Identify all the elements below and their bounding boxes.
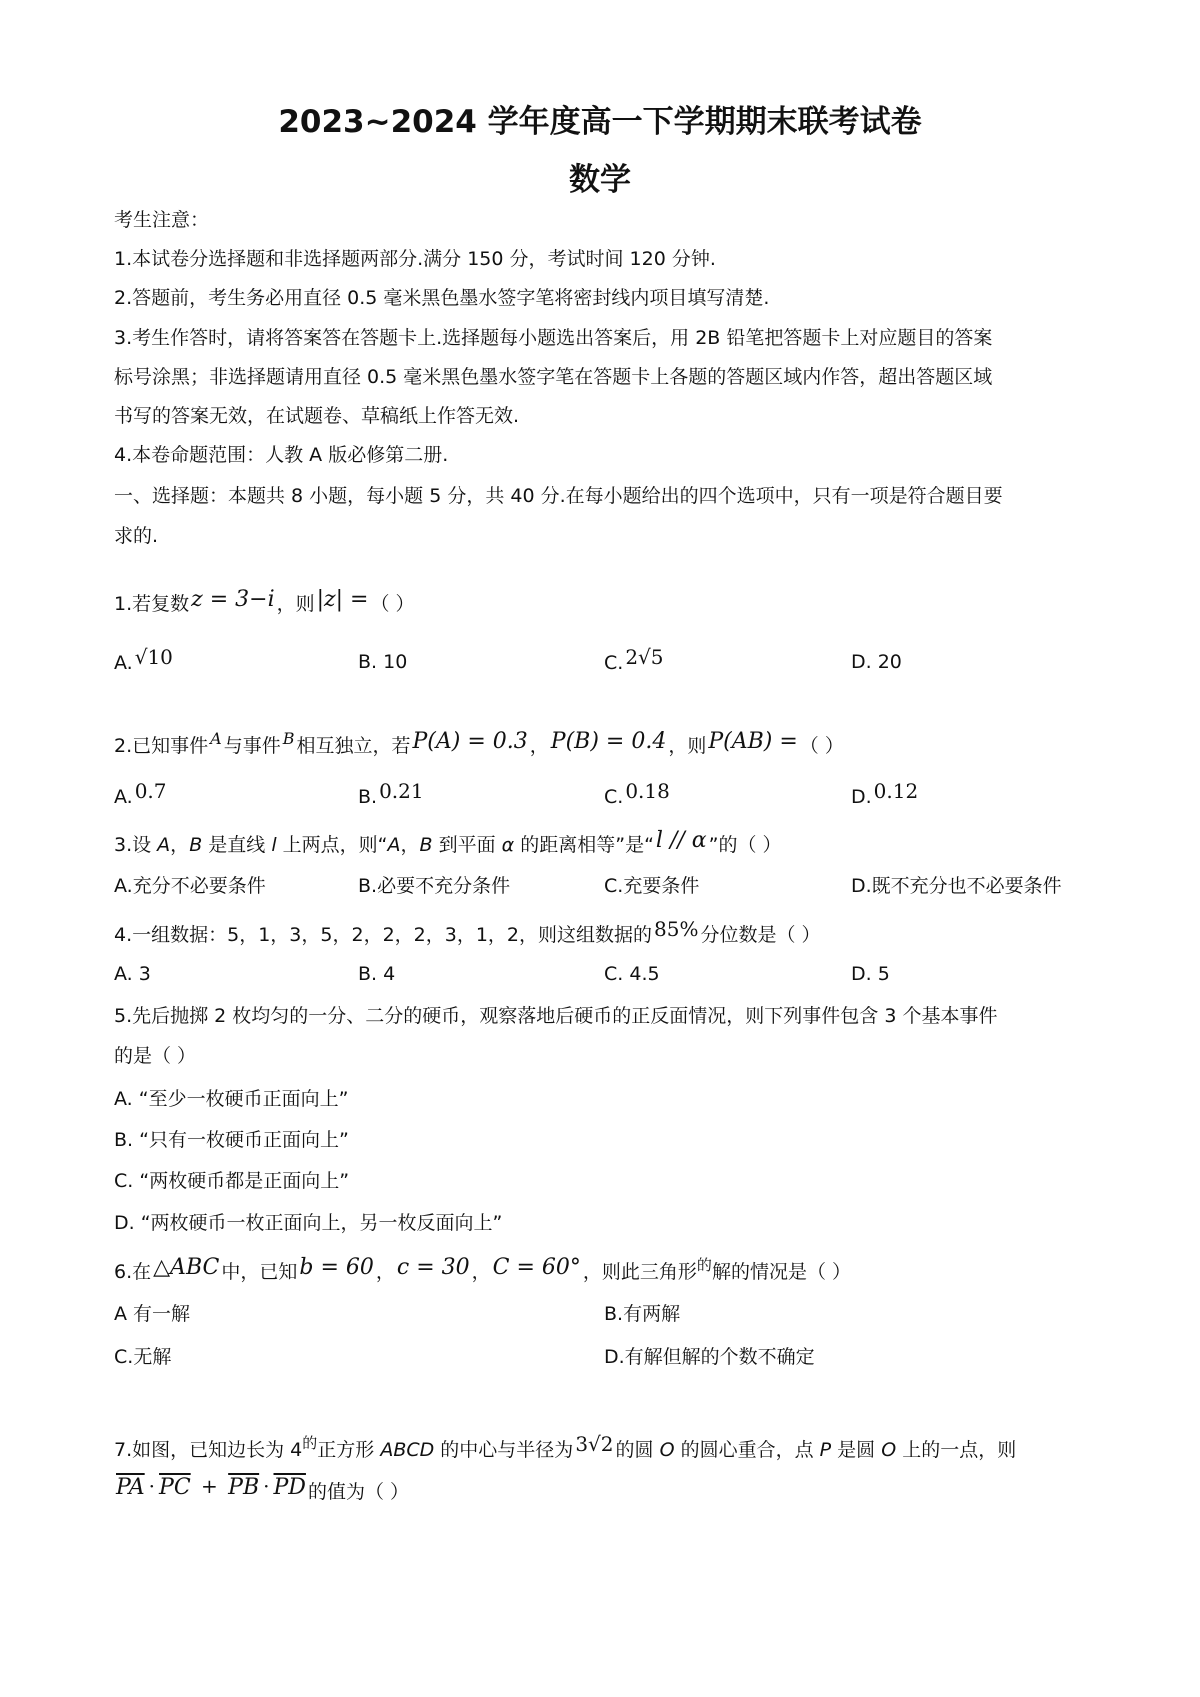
q1-option-a: A. √10 [114,645,173,674]
notice-item-2: 2.答题前，考生务必用直径 0.5 毫米黑色墨水签字笔将密封线内项目填写清楚. [114,287,770,309]
q2-option-c: C. 0.18 [604,779,670,808]
question-7-cont: $\overline{PA} \cdot \overline{PC} + \overline{PB} \cdot \overline{PD}$ 的值为（ ） [116,1474,409,1503]
q2-option-a: A. 0.7 [114,779,167,808]
question-2: 2.已知事件 $^A$ 与事件 $^B$ 相互独立，若P(A) = 0.3 ，P(B) = 0.4 ，则P(AB) = （ ） [114,729,844,757]
q4-option-a: A. 3 [114,963,151,985]
page-title: 2023~2024 学年度高一下学期期末联考试卷 [278,104,922,140]
q5-option-a: A. “至少一枚硬币正面向上” [114,1088,349,1110]
q4-option-c: C. 4.5 [604,963,660,985]
question-1 [114,587,1094,616]
q3-option-b: B.必要不充分条件 [358,875,511,897]
notice-item-3: 3.考生作答时，请将答案答在答题卡上.选择题每小题选出答案后，用 2B 铅笔把答题卡上对应题目的答案 [114,327,993,349]
q5-option-c: C. “两枚硬币都是正面向上” [114,1170,350,1192]
q3-option-d: D.既不充分也不必要条件 [851,875,1062,897]
q3-option-a: A.充分不必要条件 [114,875,266,897]
q5-option-b: B. “只有一枚硬币正面向上” [114,1129,349,1151]
question-4: 4.一组数据：5，1，3，5，2，2，2，3，1，2，则这组数据的 85% 分位数是（ ） [114,917,821,946]
q1-option-b: B. 10 [358,651,408,673]
section-heading: 一、选择题：本题共 8 小题，每小题 5 分，共 40 分.在每小题给出的四个选项中，只有一项是符合题目要 [114,485,1003,507]
notice-item-3-cont2: 书写的答案无效，在试题卷、草稿纸上作答无效. [114,405,520,427]
q1-option-d: D. 20 [851,651,902,673]
q2-option-b: B. 0.21 [358,779,424,808]
notice-item-4: 4.本卷命题范围：人教 A 版必修第二册. [114,444,449,466]
question-5: 5.先后抛掷 2 枚均匀的一分、二分的硬币，观察落地后硬币的正反面情况，则下列事件包含 3 个基本事件 [114,1005,998,1027]
q4-option-b: B. 4 [358,963,396,985]
q1-expr-abs: |z| = [316,587,369,612]
question-7: 7.如图，已知边长为 $4^的$正方形 ABCD 的中心与半径为 3√2 的圆 O 的圆心重合，点 P 是圆 O 上的一点，则 [114,1432,1017,1461]
q1-prefix: 1.若复数 [114,593,190,615]
notice-item-3-cont: 标号涂黑；非选择题请用直径 0.5 毫米黑色墨水签字笔在答题卡上各题的答题区域内作答，超出答题区域 [114,366,993,388]
section-heading-cont: 求的. [114,525,159,547]
q1-mid: ，则 [276,593,315,615]
question-5-cont: 的是（ ） [114,1045,197,1067]
q2-option-d: D. 0.12 [851,779,919,808]
q6-option-c: C.无解 [114,1346,172,1368]
subject-title: 数学 [569,162,631,198]
q5-option-d: D. “两枚硬币一枚正面向上，另一枚反面向上” [114,1212,503,1234]
q6-option-a: A 有一解 [114,1303,191,1325]
notice-heading: 考生注意： [114,209,210,231]
q1-suffix: （ ） [370,593,415,615]
q4-option-d: D. 5 [851,963,890,985]
notice-item-1: 1.本试卷分选择题和非选择题两部分.满分 150 分，考试时间 120 分钟. [114,248,716,270]
question-6: 6.在△ABC 中，已知b = 60 ，c = 30 ，C = 60° ，则此三角形$^的$解的情况是（ ） [114,1255,851,1283]
q6-option-b: B.有两解 [604,1303,681,1325]
question-3: 3.设 A，B 是直线 l 上两点，则“A，B 到平面 α 的距离相等”是“l // α ”的（ ） [114,828,782,856]
q3-option-c: C.充要条件 [604,875,700,897]
q1-option-c: C. 2√5 [604,645,664,674]
q1-expr-z: z = 3−i [191,587,275,612]
q6-option-d: D.有解但解的个数不确定 [604,1346,815,1368]
